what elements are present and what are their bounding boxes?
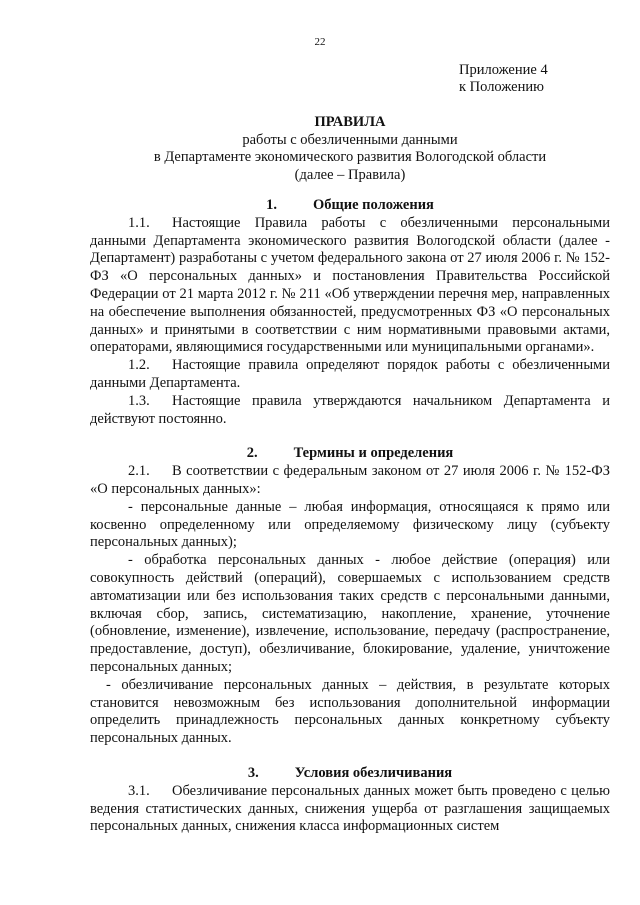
paragraph-text: Обезличивание персональных данных может быть проведено с целью ведения статистических данных, снижения ущерба от разглашения защищаемых персональных данных, снижения класса информационных систем [90,782,610,835]
paragraph-text: Настоящие правила определяют порядок работы с обезличенными данными Департамента. [90,357,610,391]
section-spacer [90,428,610,445]
section-number: 1. [266,197,277,213]
paragraph-number: 2.1. [128,463,150,480]
document-title [90,114,610,184]
section-heading-2 [90,445,610,463]
title-line-1: работы с обезличенными данными [242,131,458,148]
page-number: 22 [314,36,326,48]
paragraph-3-1 [90,783,610,836]
paragraph-number: 3.1. [128,782,150,799]
paragraph-text: В соответствии с федеральным законом от 27 июля 2006 г. № 152-ФЗ «О персональных данных»: [90,463,610,497]
section-heading-3 [90,765,610,783]
section-heading-1 [90,197,610,215]
section-spacer [90,748,610,765]
appendix-reference [459,62,548,96]
term-personal-data: - персональные данные – любая информация, относящаяся к прямо или косвенно определенному или определяемому физическому лицу (субъекту персональных данных); [90,498,610,551]
paragraph-1-1 [90,215,610,357]
title-line-3: (далее – Правила) [294,166,406,183]
title-line-2: в Департаменте экономического развития Вологодской области [153,149,547,165]
section-title: Общие положения [312,197,434,213]
section-title: Термины и определения [293,445,454,462]
section-number: 2. [246,445,258,462]
paragraph-number: 1.2. [128,357,150,374]
term-processing: - обработка персональных данных - любое действие (операция) или совокупность действий (операций), совершаемых с использованием средств автоматизации или без использования таких средств с персональными данными, включая сбор, запись, систематизацию, накопление, хранение, уточнение (обновление, изменение), извлечение, использование, передачу (распространение, предоставление, доступ), обезличивание, блокирование, удаление, уничтожение персональных данных; [90,552,610,675]
appendix-line-2: к Положению [459,79,544,95]
paragraph-1-3 [90,393,610,429]
paragraph-number: 1.1. [128,214,150,231]
document-body [90,197,610,836]
term-depersonalization: - обезличивание персональных данных – действия, в результате которых становится невозможным без использования дополнительной информации определить принадлежность персональных данных конкретному субъекту персональных данных. [90,676,610,747]
title-main: ПРАВИЛА [314,114,386,130]
section-title: Условия обезличивания [294,764,453,781]
paragraph-text: Настоящие Правила работы с обезличенными персональными данными Департамента экономического развития Вологодской области (далее - Департамент) разработаны с учетом федерального закона от 27 июля 2006 г. № 152-ФЗ «О персональных данных» и постановления Правительства Российской Федерации от 21 марта 2012 г. № 211 «Об утверждении перечня мер, направленных на обеспечение выполнения обязанностей, предусмотренных ФЗ «О персональных данных» и принятыми в соответствии с ним нормативными правовыми актами, операторами, являющимися государственными или муниципальными органами». [90,214,610,356]
paragraph-text: Настоящие правила утверждаются начальником Департамента и действуют постоянно. [90,392,610,427]
paragraph-1-2 [90,357,610,393]
appendix-line-1: Приложение 4 [459,62,548,78]
section-number: 3. [247,764,259,781]
paragraph-2-1 [90,463,610,499]
paragraph-number: 1.3. [128,392,150,409]
